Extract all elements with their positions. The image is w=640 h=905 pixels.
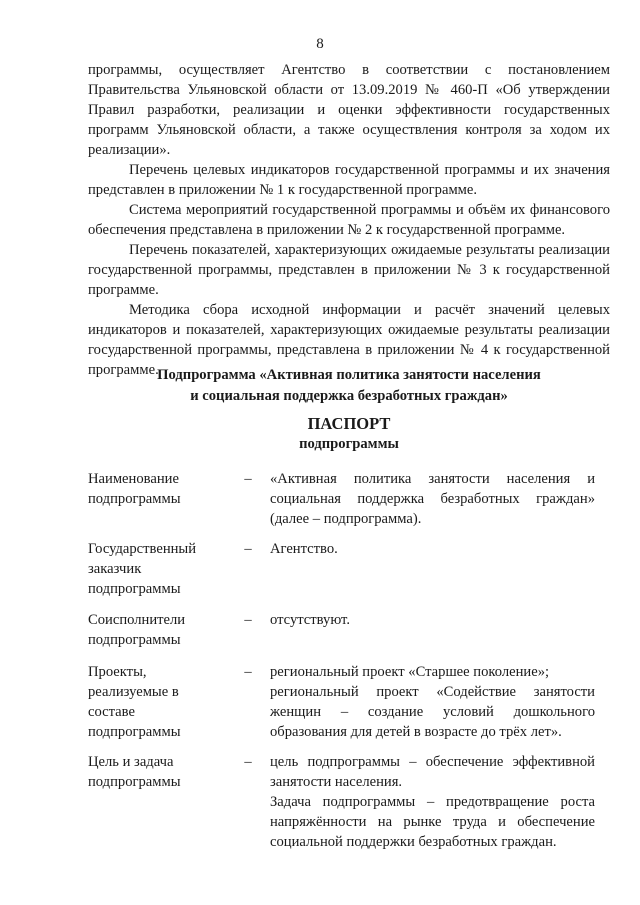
passport-value-text: Агентство.: [270, 541, 338, 557]
paragraph-methodology: Методика сбора исходной информации и расчёт значений целевых индикаторов и показателей, характеризующих ожидаемые результаты реализации государственной программы, представлена в приложении № 4 к государственной программе.: [88, 302, 610, 378]
passport-dash: –: [244, 541, 252, 557]
paragraph-indicators: Перечень целевых индикаторов государственной программы и их значения представлен в приложении № 1 к государственной программе.: [88, 162, 610, 198]
paragraph-continuation: программы, осуществляет Агентство в соответствии с постановлением Правительства Ульяновской области от 13.09.2019 № 460-П «Об утверждении Правил разработки, реализации и оценки эффективности государственных программ Ульяновской области, а также осуществления контроля за ходом их реализации».: [88, 62, 610, 158]
passport-value-name: [270, 469, 595, 529]
passport-value-text: цель подпрограммы – обеспечение эффективной занятости населения.: [270, 754, 595, 790]
passport-dash: –: [244, 664, 252, 680]
passport-value-projects: [270, 662, 595, 742]
passport-value-text: региональный проект «Содействие занятости женщин – создание условий дошкольного образования для детей в возрасте до трёх лет».: [270, 684, 595, 740]
passport-label-projects: Проекты, реализуемые в составе подпрограммы: [88, 664, 181, 740]
passport-value-text: «Активная политика занятости населения и социальная поддержка безработных граждан» (далее – подпрограмма).: [270, 471, 595, 527]
passport-value-goal: [270, 752, 595, 852]
passport-dash: –: [244, 612, 252, 628]
passport-value-customer: [270, 539, 595, 559]
passport-label-goal: Цель и задача подпрограммы: [88, 754, 181, 790]
passport-value-coexecutors: [270, 610, 595, 630]
passport-dash: –: [244, 471, 252, 487]
body-text: [88, 60, 610, 380]
subprogram-title-line-2: и социальная поддержка безработных граждан»: [190, 388, 508, 404]
passport-label-coexecutors: Соисполнители подпрограммы: [88, 612, 186, 648]
passport-value-text: отсутствуют.: [270, 612, 350, 628]
subprogram-title-line-1: Подпрограмма «Активная политика занятости населения: [157, 367, 541, 383]
passport-label-customer: Государственный заказчик подпрограммы: [88, 541, 197, 597]
passport-dash: –: [244, 754, 252, 770]
passport-value-text: Задача подпрограммы – предотвращение роста напряжённости на рынке труда и обеспечение социальной поддержки безработных граждан.: [270, 794, 595, 850]
passport-subtitle: подпрограммы: [299, 436, 399, 452]
passport-title: ПАСПОРТ: [307, 414, 391, 433]
page-number: 8: [316, 36, 324, 52]
paragraph-results: Перечень показателей, характеризующих ожидаемые результаты реализации государственной программы, представлен в приложении № 3 к государственной программе.: [88, 242, 610, 298]
paragraph-activities: Система мероприятий государственной программы и объём их финансового обеспечения представлена в приложении № 2 к государственной программе.: [88, 202, 610, 238]
subprogram-title: [88, 365, 610, 407]
passport-value-text: региональный проект «Старшее поколение»;: [270, 664, 550, 680]
passport-label-name: Наименование подпрограммы: [88, 471, 181, 507]
